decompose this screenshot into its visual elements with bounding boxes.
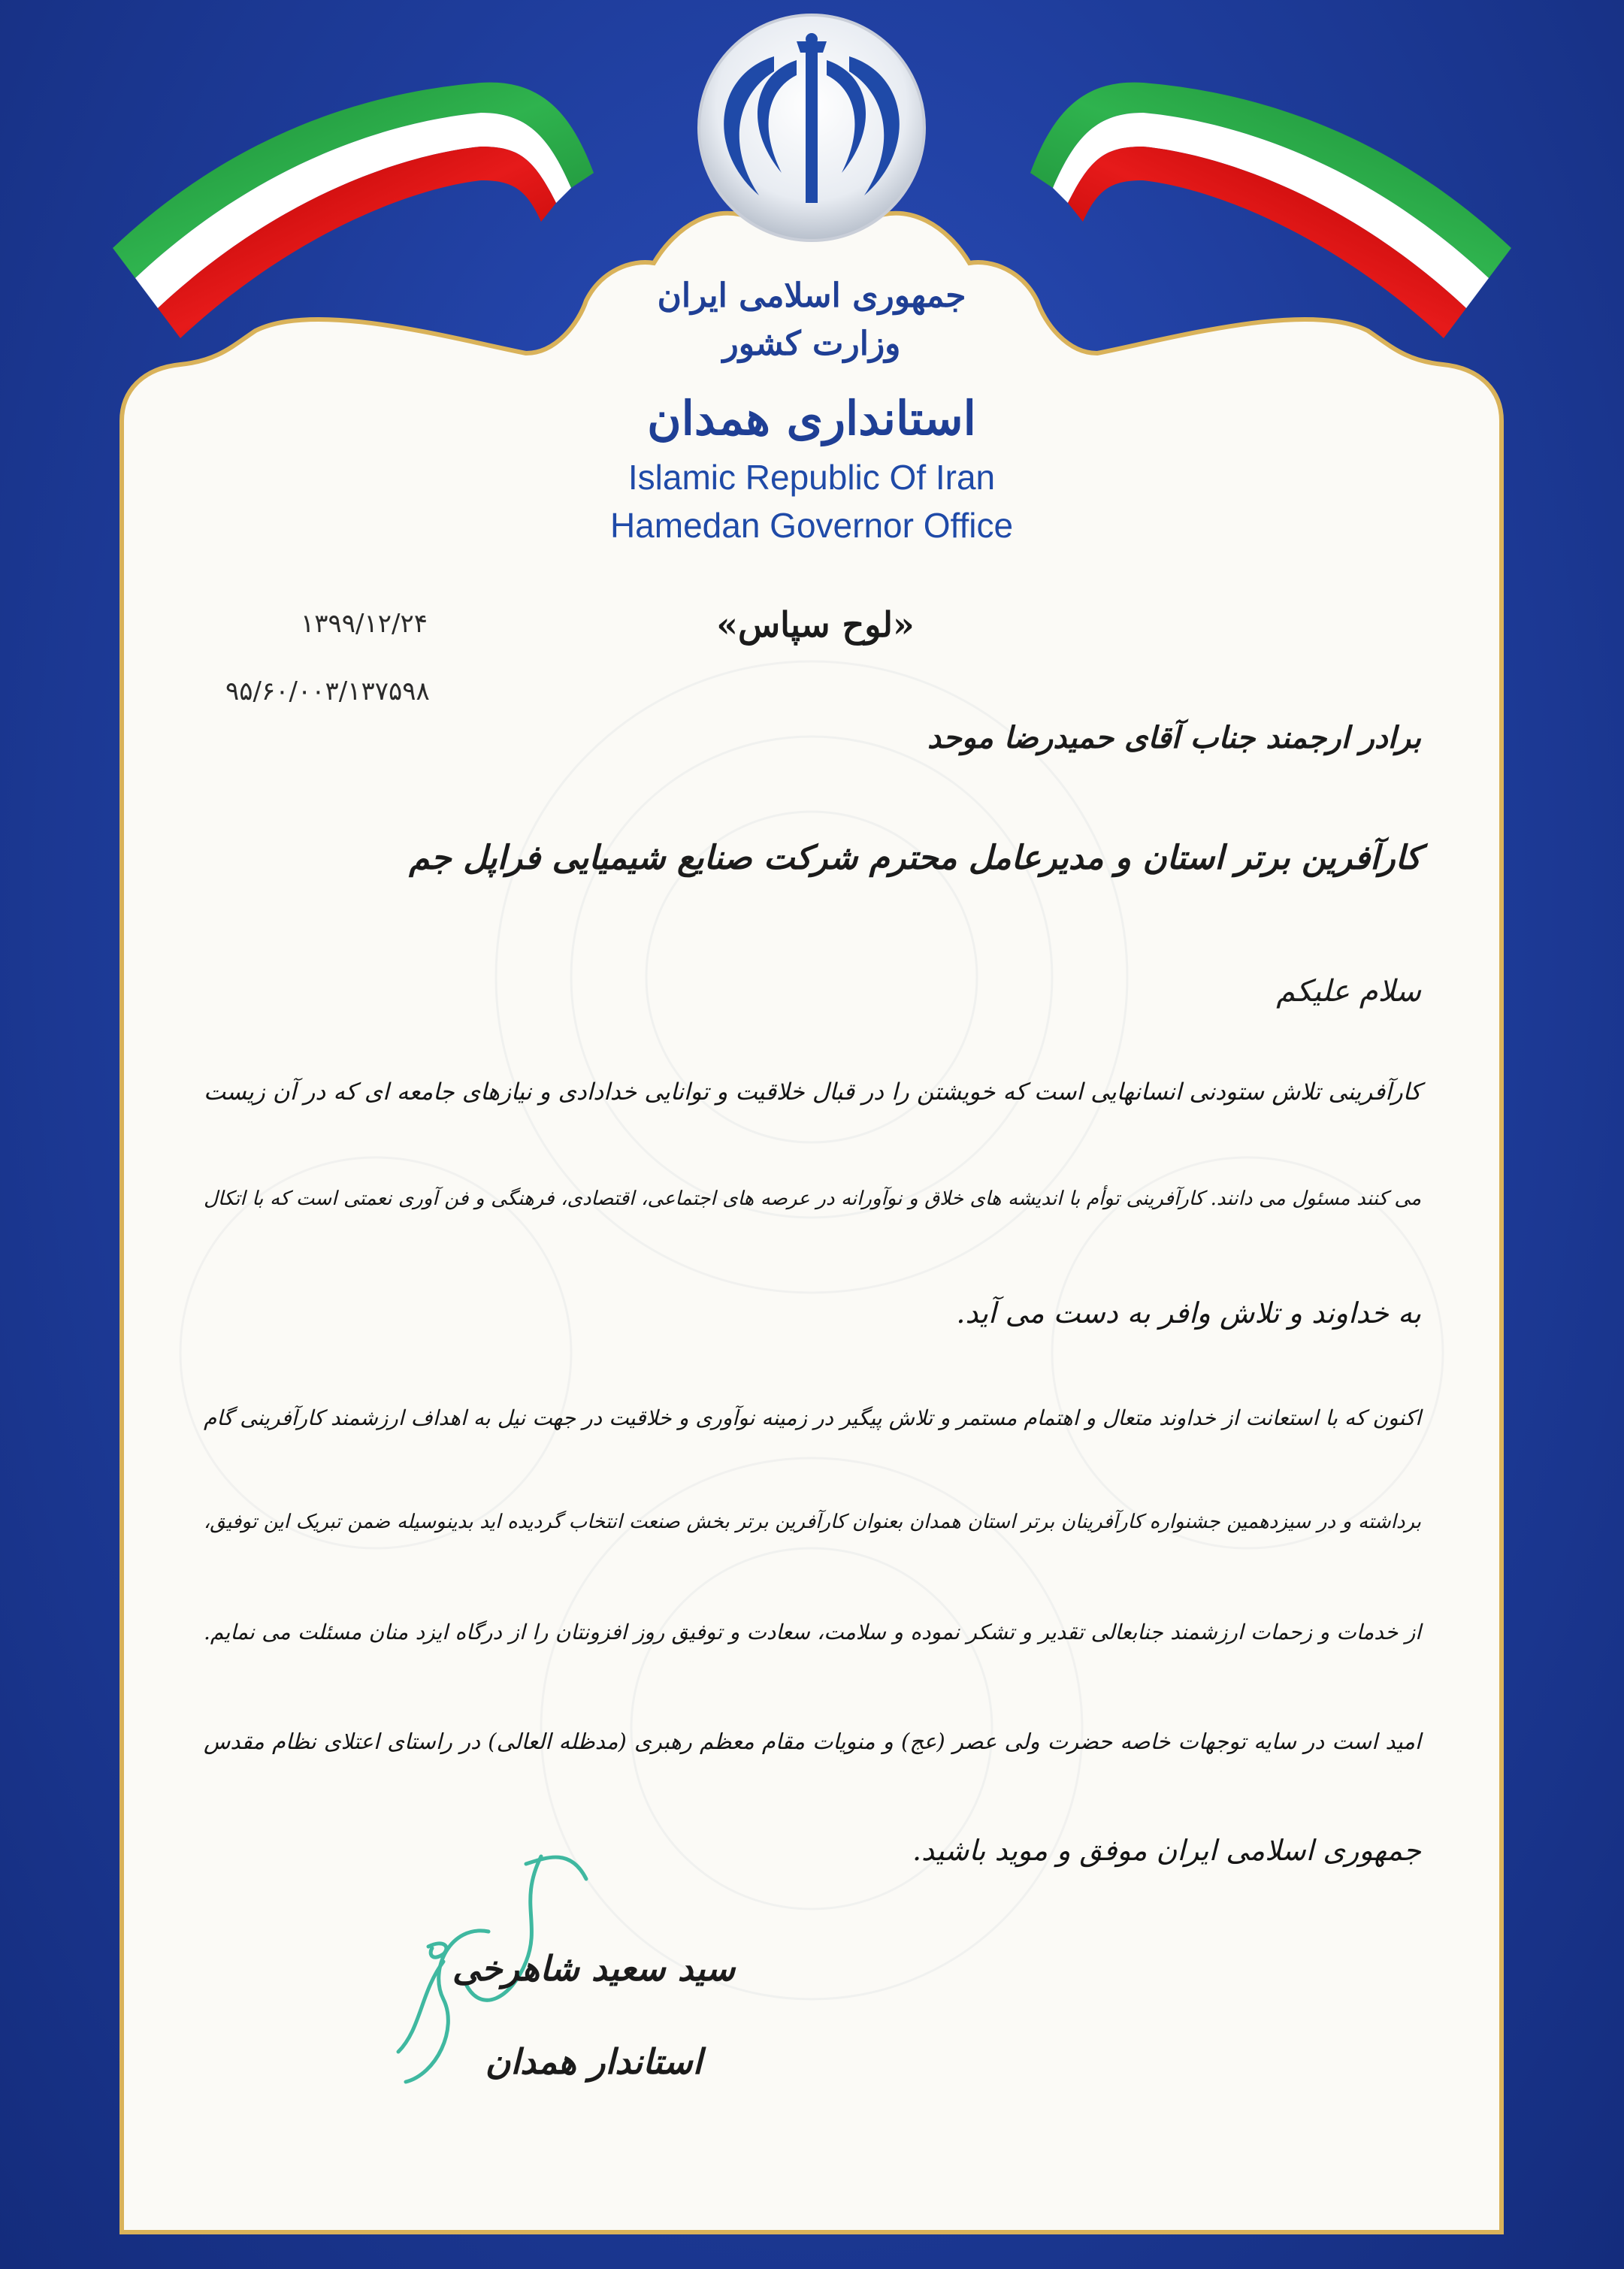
- greeting: سلام علیکم: [1276, 974, 1421, 1009]
- header-country-en: Islamic Republic Of Iran: [628, 458, 996, 497]
- body-line: برداشته و در سیزدهمین جشنواره کارآفرینان برتر استان همدان بعنوان کارآفرین برتر بخش صنعت انتخاب گردیده اید بدینوسیله ضمن تبریک این توفیق،: [204, 1511, 1421, 1533]
- recipient-title-line: کارآفرین برتر استان و مدیرعامل محترم شرکت صنایع شیمیایی فراپل جم: [409, 839, 1421, 877]
- flag-ribbon-right: [1030, 83, 1511, 338]
- document-number: ۹۵/۶۰/۰۰۳/۱۳۷۵۹۸: [225, 676, 430, 706]
- flag-ribbon-left: [113, 83, 594, 338]
- header-ministry-fa: وزارت کشور: [722, 325, 901, 363]
- signatory-title: استاندار همدان: [485, 2041, 703, 2082]
- body-line: از خدمات و زحمات ارزشمند جنابعالی تقدیر و تشکر نموده و سلامت، سعادت و توفیق روز افزونتان را از درگاه ایزد منان مسئلت می نمایم.: [204, 1620, 1422, 1644]
- body-line: جمهوری اسلامی ایران موفق و موید باشید.: [912, 1834, 1421, 1867]
- body-line: کارآفرینی تلاش ستودنی انسانهایی است که خویشتن را در قبال خلاقیت و توانایی خدادادی و نیازهای جامعه ای که در آن زیست: [204, 1079, 1421, 1106]
- body-line: امید است در سایه توجهات خاصه حضرت ولی عصر (عج) و منویات مقام معظم رهبری (مدظله العالی) در راستای اعتلای نظام مقدس: [204, 1729, 1421, 1754]
- header-country-fa: جمهوری اسلامی ایران: [657, 277, 966, 315]
- body-line: به خداوند و تلاش وافر به دست می آید.: [956, 1296, 1421, 1330]
- document-title: «لوح سپاس»: [716, 604, 915, 645]
- body-line: اکنون که با استعانت از خداوند متعال و اهتمام مستمر و تلاش پیگیر در زمینه نوآوری و خلاقیت در جهت نیل به اهداف ارزشمند کارآفرینی گام: [204, 1405, 1422, 1430]
- body-line: می کنند مسئول می دانند. کارآفرینی توأم با اندیشه های خلاق و نوآورانه در عرصه های اجتماعی، اقتصادی، فرهنگی و فن آوری نعمتی است که با اتکال: [204, 1187, 1421, 1210]
- signatory-name: سید سعید شاهرخی: [452, 1948, 736, 1989]
- iran-emblem-icon: [699, 15, 924, 241]
- recipient-name-line: برادر ارجمند جناب آقای حمیدرضا موحد: [927, 720, 1421, 755]
- header-office-en: Hamedan Governor Office: [609, 506, 1014, 545]
- header-office-fa: استانداری همدان: [647, 391, 976, 446]
- document-date: ۱۳۹۹/۱۲/۲۴: [301, 609, 428, 639]
